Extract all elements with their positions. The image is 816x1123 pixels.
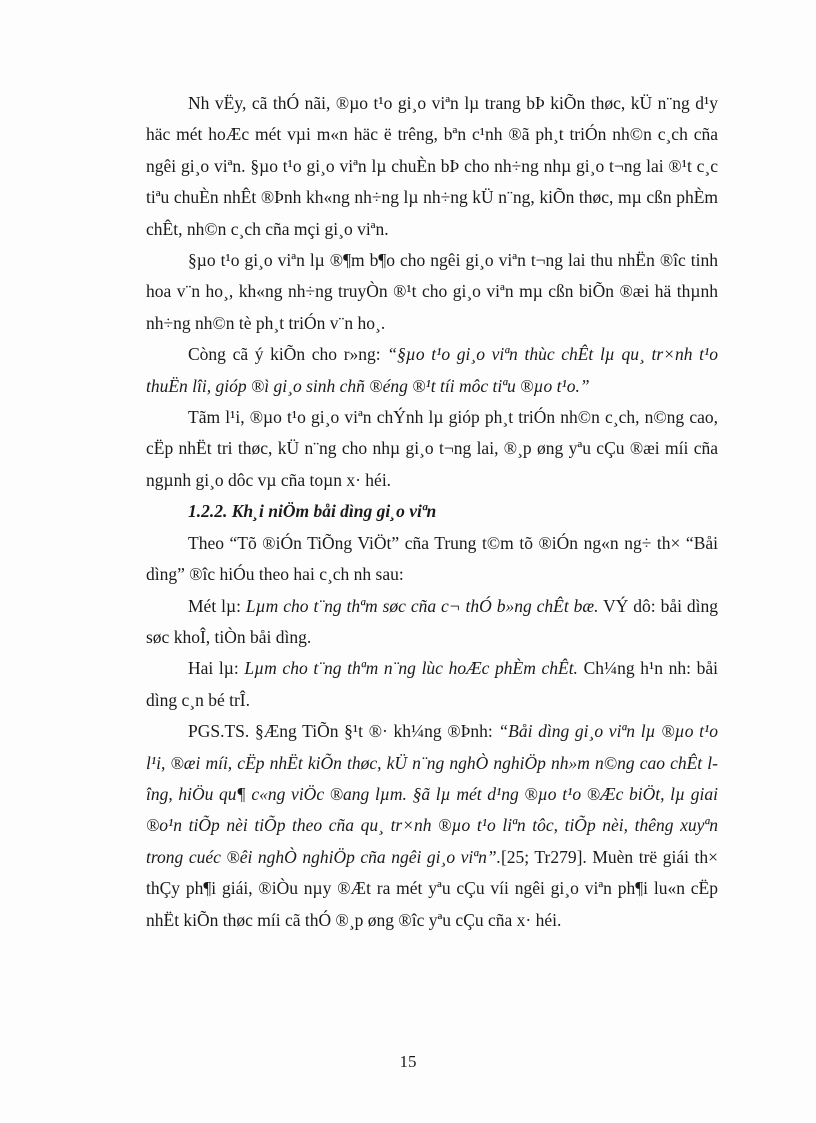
text-run: Còng cã ý kiÕn cho r»ng:	[188, 344, 388, 365]
paragraph	[146, 339, 718, 402]
text-run: Mét lµ:	[188, 595, 246, 616]
section-heading	[146, 496, 718, 527]
paragraph	[146, 591, 718, 654]
paragraph	[146, 528, 718, 591]
text-run: Nh vËy, cã thÓ nãi, ®µo t¹o gi¸o viªn lµ trang bÞ kiÕn thøc, kÜ n¨ng d¹y häc mét hoÆc mét vµi m«n häc ë trêng, bªn c¹nh ®ã ph¸t triÓn nh©n c¸ch cña ngêi gi¸o viªn. §µo t¹o gi¸o viªn lµ chuÈn bÞ cho nh÷ng nhµ gi¸o t¬ng lai ®¹t c¸c tiªu chuÈn nhÊt ®Þnh kh«ng nh÷ng lµ nh÷ng kÜ n¨ng, kiÕn thøc, mµ cßn phÈm chÊt, nh©n c¸ch cña mçi gi¸o viªn.	[146, 93, 718, 239]
page-number: 15	[399, 1052, 417, 1071]
paragraph	[146, 653, 718, 716]
italic-definition: Lµm cho t¨ng thªm søc cña c¬ thÓ b»ng chÊt bæ.	[245, 595, 599, 616]
paragraph	[146, 245, 718, 339]
paragraph	[146, 88, 718, 245]
body-text	[146, 88, 718, 936]
text-run: Ch¼ng h¹n nh: båi dìng c¸n bé trÎ.	[146, 658, 718, 710]
text-run: Hai lµ:	[188, 658, 245, 679]
paragraph	[146, 402, 718, 496]
text-run: Tãm l¹i, ®µo t¹o gi¸o viªn chÝnh lµ gióp ph¸t triÓn nh©n c¸ch, n©ng cao, cËp nhËt tri thøc, kÜ n¨ng cho nhµ gi¸o t¬ng lai, ®¸p øng yªu cÇu ®æi míi cña ngµnh gi¸o dôc vµ cña toµn x· héi.	[146, 407, 718, 490]
paragraph	[146, 716, 718, 936]
text-run: [25; Tr279]. Muèn trë giái th× thÇy ph¶i giái, ®iÒu nµy ®Æt ra mét yªu cÇu víi ngêi gi¸o viªn ph¶i lu«n cËp nhËt kiÕn thøc míi cã thÓ ®¸p øng ®îc yªu cÇu cña x· héi.	[146, 846, 718, 930]
text-run: Theo “Tõ ®iÓn TiÕng ViÖt” cña Trung t©m tõ ®iÓn ng«n ng÷ th× “Båi dìng” ®îc hiÓu theo hai c¸ch nh sau:	[146, 532, 718, 585]
text-run: §µo t¹o gi¸o viªn lµ ®¶m b¶o cho ngêi gi¸o viªn t¬ng lai thu nhËn ®îc tinh hoa v¨n ho¸, kh«ng nh÷ng truyÒn ®¹t cho gi¸o viªn mµ cßn biÕn ®æi hä thµnh nh÷ng nh©n tè ph¸t triÓn v¨n ho¸.	[146, 250, 718, 333]
heading-text: 1.2.2. Kh¸i niÖm båi dìng gi¸o viªn	[188, 501, 437, 522]
italic-definition: Lµm cho t¨ng thªm n¨ng lùc hoÆc phÈm chÊt.	[244, 658, 578, 679]
italic-quote: “Båi dìng gi¸o viªn lµ ®µo t¹o l¹i, ®æi míi, cËp nhËt kiÕn thøc, kÜ n¨ng nghÒ nghiÖp nh»m n©ng cao chÊt lîng, hiÖu qu¶ c«ng viÖc ®ang lµm. §ã lµ mét d¹ng ®µo t¹o ®Æc biÖt, lµ giai ®o¹n tiÕp nèi tiÕp theo cña qu¸ tr×nh ®µo t¹o liªn tôc, tiÕp nèi, thêng xuyªn trong cuéc ®êi nghÒ nghiÖp cña ngêi gi¸o viªn”.	[146, 721, 719, 867]
text-run: PGS.TS. §Æng TiÕn §¹t ®· kh¼ng ®Þnh:	[188, 721, 499, 742]
text-run: VÝ dô: båi dìng søc khoÎ, tiÒn båi dìng.	[146, 595, 718, 647]
italic-quote: “§µo t¹o gi¸o viªn thùc chÊt lµ qu¸ tr×nh t¹o thuËn lîi, gióp ®ì gi¸o sinh chñ ®éng ®¹t tíi môc tiªu ®µo t¹o.”	[146, 344, 718, 396]
